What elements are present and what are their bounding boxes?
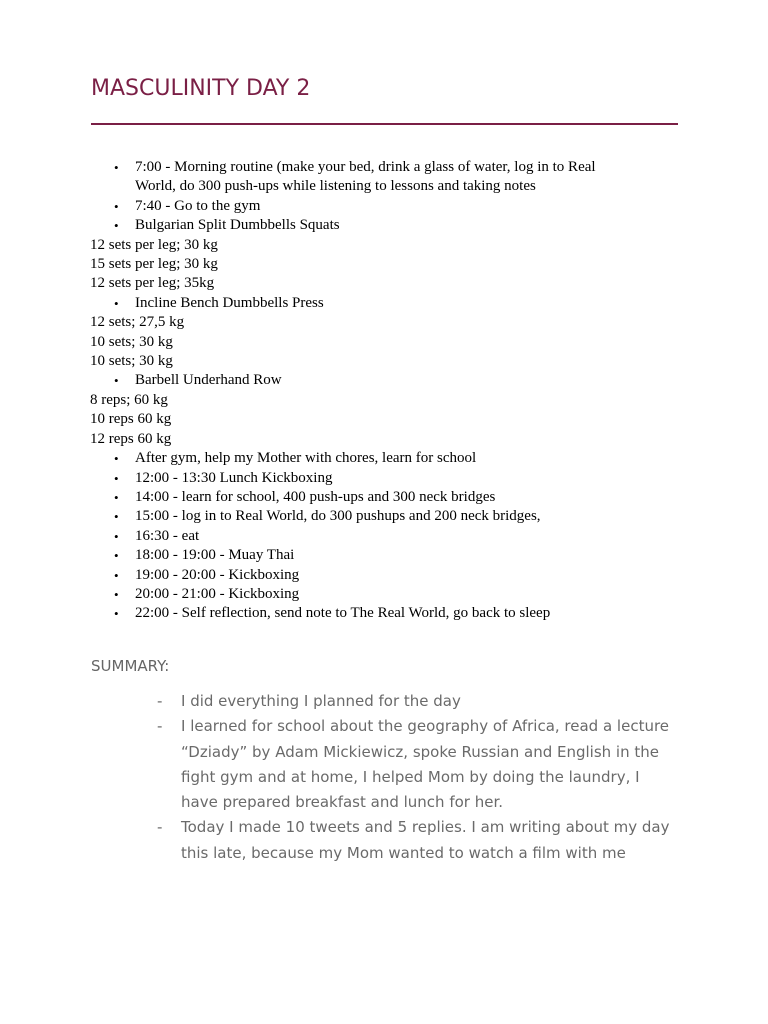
plan-line-text: 8 reps; 60 kg [90, 391, 168, 408]
plan-set-line [90, 313, 690, 332]
plan-set-line [90, 430, 690, 449]
plan-line-text: • 20:00 - 21:00 - Kickboxing [135, 585, 300, 602]
plan-set-line [90, 333, 690, 352]
plan-bullet-item [90, 449, 690, 468]
plan-bullet-item [90, 546, 690, 565]
plan-line-text: • After gym, help my Mother with chores, learn for school [135, 450, 477, 467]
plan-line-text: • 19:00 - 20:00 - Kickboxing [135, 566, 300, 583]
plan-line-text: 12 sets; 27,5 kg [90, 314, 185, 331]
plan-bullet-item [90, 488, 690, 507]
plan-line-text: 12 sets per leg; 30 kg [90, 236, 218, 253]
plan-bullet-item [90, 469, 690, 488]
plan-bullet-item [90, 371, 690, 390]
summary-item [155, 815, 695, 866]
plan-line-text: 12 reps 60 kg [90, 430, 172, 447]
plan-set-line [90, 391, 690, 410]
plan-line-text: • 14:00 - learn for school, 400 push-ups and 300 neck bridges [135, 488, 496, 505]
plan-line-text: • 22:00 - Self reflection, send note to The Real World, go back to sleep [135, 605, 551, 622]
plan-line-text: • Incline Bench Dumbbells Press [135, 294, 324, 311]
plan-line-text: • 18:00 - 19:00 - Muay Thai [135, 547, 295, 564]
plan-line-text: • 7:00 - Morning routine (make your bed, drink a glass of water, log in to Real [135, 159, 596, 175]
plan-line-text: • 15:00 - log in to Real World, do 300 pushups and 200 neck bridges, [135, 508, 541, 525]
plan-line-text: • Bulgarian Split Dumbbells Squats [135, 217, 340, 234]
plan-line-text: 15 sets per leg; 30 kg [90, 256, 218, 273]
plan-line-text: • 7:40 - Go to the gym [135, 197, 261, 214]
plan-bullet-item [90, 527, 690, 546]
plan-bullet-item [90, 294, 690, 313]
plan-line-text: 10 sets; 30 kg [90, 353, 173, 370]
summary-heading: SUMMARY: [91, 657, 170, 675]
summary-item [155, 714, 695, 815]
plan-line-text: • 12:00 - 13:30 Lunch Kickboxing [135, 469, 333, 486]
page-title: MASCULINITY DAY 2 [91, 76, 311, 101]
plan-set-line [90, 255, 690, 274]
plan-set-line [90, 274, 690, 293]
summary-line-text: - I did everything I planned for the day [181, 692, 461, 710]
title-divider [91, 123, 678, 125]
plan-line-text: 12 sets per leg; 35kg [90, 275, 215, 292]
plan-line-text: World, do 300 push-ups while listening to lessons and taking notes [135, 178, 536, 195]
plan-set-line [90, 352, 690, 371]
summary-line-text: - I learned for school about the geography of Africa, read a lecture [181, 717, 670, 736]
summary-item [155, 689, 695, 714]
summary-line-text: have prepared breakfast and lunch for her. [181, 793, 504, 812]
summary-line-text: - Today I made 10 tweets and 5 replies. I am writing about my day [181, 818, 670, 837]
plan-line-text: 10 reps 60 kg [90, 411, 172, 428]
daily-plan [90, 158, 690, 624]
plan-line-text: • 16:30 - eat [135, 527, 200, 544]
plan-bullet-item [90, 197, 690, 216]
plan-bullet-item [90, 158, 690, 197]
plan-line-text: 10 sets; 30 kg [90, 333, 173, 350]
summary-line-text: “Dziady” by Adam Mickiewicz, spoke Russian and English in the [181, 742, 659, 761]
plan-set-line [90, 236, 690, 255]
plan-bullet-item [90, 507, 690, 526]
plan-bullet-item [90, 585, 690, 604]
plan-line-text: • Barbell Underhand Row [135, 372, 282, 389]
summary-line-text: fight gym and at home, I helped Mom by doing the laundry, I [181, 767, 640, 786]
plan-bullet-item [90, 216, 690, 235]
plan-bullet-item [90, 604, 690, 623]
plan-bullet-item [90, 566, 690, 585]
plan-set-line [90, 410, 690, 429]
summary-line-text: this late, because my Mom wanted to watch a film with me [181, 843, 626, 862]
summary-list [155, 689, 695, 866]
